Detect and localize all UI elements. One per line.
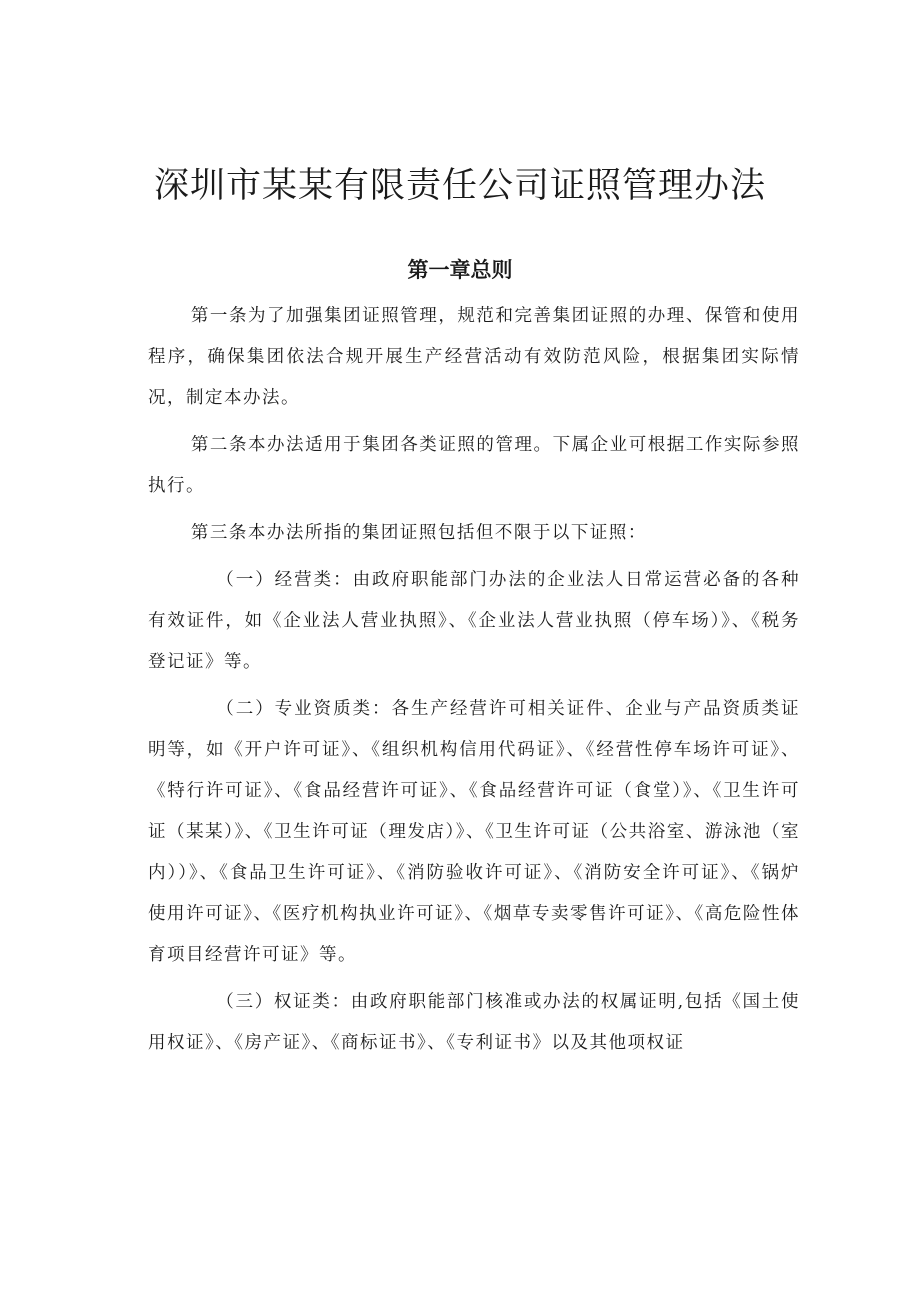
document-title: 深圳市某某有限责任公司证照管理办法 [153, 166, 766, 206]
document-body [148, 296, 800, 1064]
article-3-item-3: （三）权证类：由政府职能部门核准或办法的权属证明,包括《国土使用权证》、《房产证》、《商标证书》、《专利证书》以及其他项权证 [148, 992, 800, 1053]
article-3-item-2: （二）专业资质类：各生产经营许可相关证件、企业与产品资质类证明等，如《开户许可证》、《组织机构信用代码证》、《经营性停车场许可证》、《特行许可证》、《食品经营许可证》、《食品经营许可证（食堂）》、《卫生许可证（某某）》、《卫生许可证（理发店）》、《卫生许可证（公共浴室、游泳池（室内））》、《食品卫生许可证》、《消防验收许可证》、《消防安全许可证》、《锅炉使用许可证》、《医疗机构执业许可证》、《烟草专卖零售许可证》、《高危险性体育项目经营许可证》等。 [148, 699, 800, 965]
article-3-item-1: （一）经营类：由政府职能部门办法的企业法人日常运营必备的各种有效证件，如《企业法人营业执照》、《企业法人营业执照（停车场）》、《税务登记证》等。 [148, 570, 800, 672]
article-2: 第二条本办法适用于集团各类证照的管理。下属企业可根据工作实际参照执行。 [148, 435, 800, 496]
article-3: 第三条本办法所指的集团证照包括但不限于以下证照： [190, 523, 647, 543]
chapter-title: 第一章总则 [407, 258, 513, 282]
article-1: 第一条为了加强集团证照管理，规范和完善集团证照的办理、保管和使用程序，确保集团依法合规开展生产经营活动有效防范风险，根据集团实际情况，制定本办法。 [148, 306, 800, 408]
